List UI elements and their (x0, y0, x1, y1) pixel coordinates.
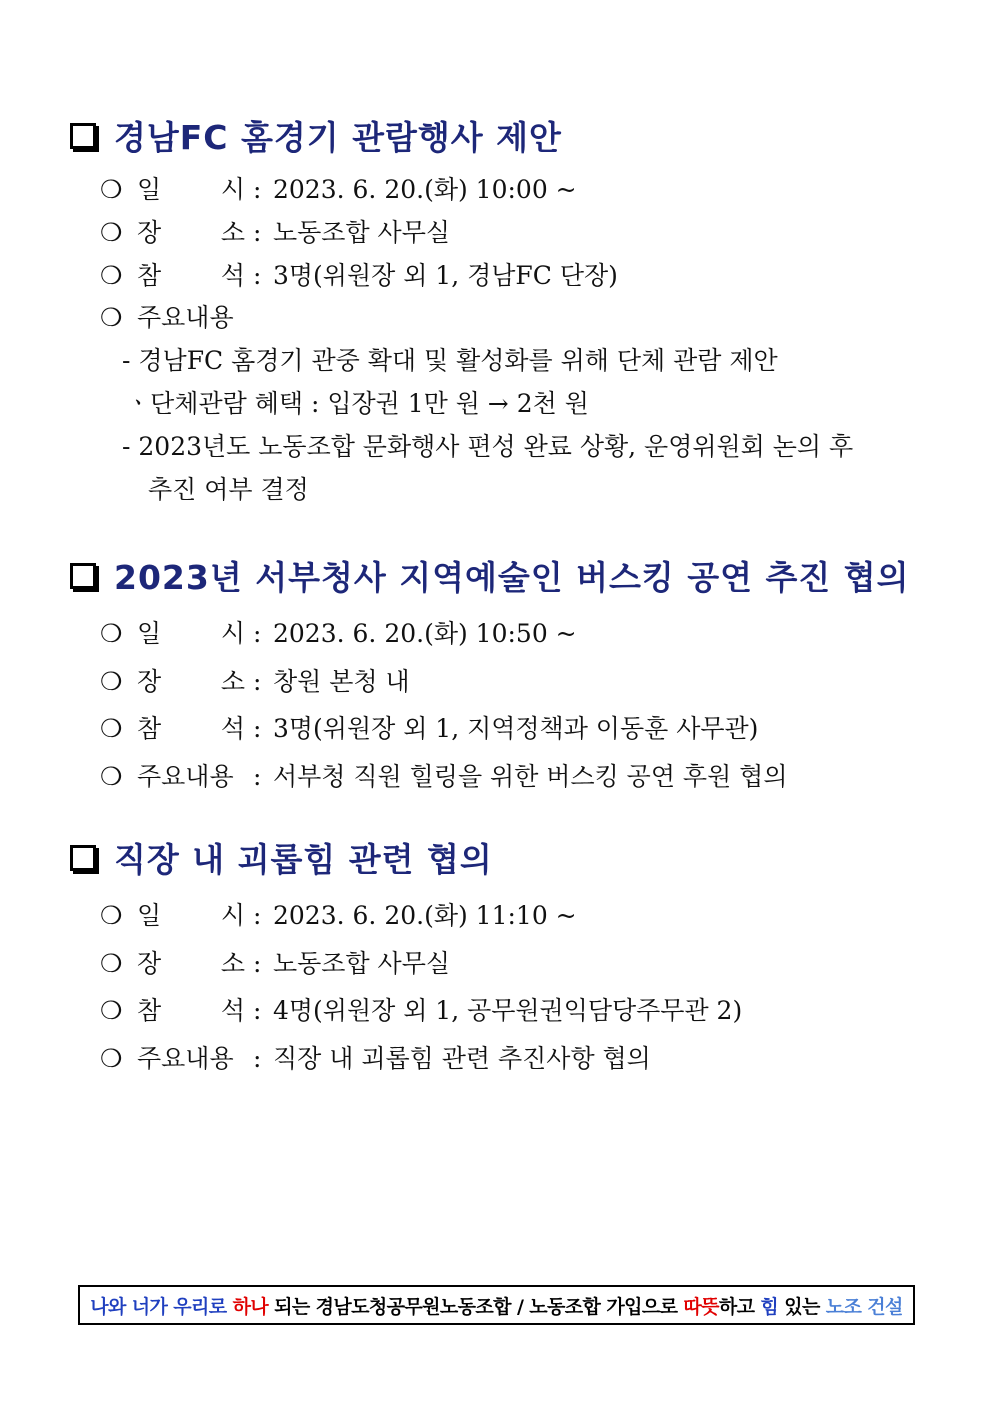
row-value: 서부청 직원 힐링을 위한 버스킹 공연 후원 협의 (273, 762, 788, 791)
info-row-date: ❍ 일 시 : 2023. 6. 20.(화) 10:50 ~ (100, 614, 577, 650)
checkbox-square-icon (70, 563, 96, 589)
circle-bullet-icon: ❍ (100, 949, 123, 978)
colon: : (252, 714, 262, 743)
section-title: 직장 내 괴롭힘 관련 협의 (114, 840, 493, 879)
colon: : (252, 175, 262, 204)
row-value: 2023. 6. 20.(화) 10:00 ~ (273, 175, 577, 204)
section-title: 2023년 서부청사 지역예술인 버스킹 공연 추진 협의 (114, 558, 910, 597)
colon: : (252, 619, 262, 648)
colon: : (252, 762, 262, 791)
slogan-segment: 하나 (232, 1295, 275, 1318)
info-row-attendees: ❍ 참 석 : 3명(위원장 외 1, 경남FC 단장) (100, 256, 618, 292)
section-title: 경남FC 홈경기 관람행사 제안 (114, 118, 562, 157)
row-value: 창원 본청 내 (273, 667, 410, 696)
slogan-segment: 힘 (760, 1295, 785, 1318)
circle-bullet-icon: ❍ (100, 762, 123, 791)
colon: : (252, 901, 262, 930)
info-row-main-content (100, 298, 234, 334)
circle-bullet-icon: ❍ (100, 1044, 123, 1073)
row-value: 3명(위원장 외 1, 지역정책과 이동훈 사무관) (273, 714, 759, 743)
circle-bullet-icon: ❍ (100, 261, 123, 290)
colon: : (252, 996, 262, 1025)
circle-bullet-icon: ❍ (100, 667, 123, 696)
slogan-segment: 노조 건설 (825, 1295, 903, 1318)
section-3-heading (70, 834, 493, 881)
circle-bullet-icon: ❍ (100, 619, 123, 648)
info-row-date: ❍ 일 시 : 2023. 6. 20.(화) 11:10 ~ (100, 896, 577, 932)
row-value: 4명(위원장 외 1, 공무원권익담당주무관 2) (273, 996, 743, 1025)
row-value: 노동조합 사무실 (273, 949, 450, 978)
info-row-main-content (100, 1039, 651, 1075)
row-label: 주요내용 (137, 303, 234, 332)
circle-bullet-icon: ❍ (100, 901, 123, 930)
row-value: 2023. 6. 20.(화) 11:10 ~ (273, 901, 577, 930)
circle-bullet-icon: ❍ (100, 996, 123, 1025)
circle-bullet-icon: ❍ (100, 175, 123, 204)
slogan-segment: 하고 (718, 1295, 761, 1318)
detail-subitem: ㆍ단체관람 혜택 : 입장권 1만 원 → 2천 원 (126, 389, 589, 418)
colon: : (252, 949, 262, 978)
slogan-segment: 나와 너가 우리로 (90, 1295, 233, 1318)
row-label: 주요내용 (137, 762, 234, 791)
circle-bullet-icon: ❍ (100, 714, 123, 743)
info-row-place: ❍ 장 소 : 창원 본청 내 (100, 662, 410, 698)
checkbox-square-icon (70, 845, 96, 871)
info-row-place: ❍ 장 소 : 노동조합 사무실 (100, 944, 450, 980)
detail-item: - 2023년도 노동조합 문화행사 편성 완료 상황, 운영위원회 논의 후 (122, 432, 854, 461)
detail-item-continued: 추진 여부 결정 (148, 475, 309, 504)
row-value: 2023. 6. 20.(화) 10:50 ~ (273, 619, 577, 648)
row-value: 3명(위원장 외 1, 경남FC 단장) (273, 261, 618, 290)
section-2-heading (70, 552, 909, 599)
footer-slogan (78, 1285, 915, 1325)
colon: : (252, 261, 262, 290)
detail-item: - 경남FC 홈경기 관중 확대 및 활성화를 위해 단체 관람 제안 (122, 346, 778, 375)
row-label: 주요내용 (137, 1044, 234, 1073)
row-value: 직장 내 괴롭힘 관련 추진사항 협의 (273, 1044, 651, 1073)
slogan-segment: 되는 경남도청공무원노동조합 / 노동조합 가입으로 (274, 1295, 684, 1318)
slogan-segment: 따뜻 (683, 1295, 719, 1318)
section-1-heading (70, 112, 562, 159)
colon: : (252, 218, 262, 247)
circle-bullet-icon: ❍ (100, 303, 123, 332)
info-row-place: ❍ 장 소 : 노동조합 사무실 (100, 213, 450, 249)
colon: : (252, 667, 262, 696)
colon: : (252, 1044, 262, 1073)
circle-bullet-icon: ❍ (100, 218, 123, 247)
info-row-main-content (100, 757, 787, 793)
info-row-attendees: ❍ 참 석 : 3명(위원장 외 1, 지역정책과 이동훈 사무관) (100, 709, 758, 745)
info-row-date: ❍ 일 시 : 2023. 6. 20.(화) 10:00 ~ (100, 170, 577, 206)
slogan-segment: 있는 (784, 1295, 826, 1318)
checkbox-square-icon (70, 123, 96, 149)
info-row-attendees: ❍ 참 석 : 4명(위원장 외 1, 공무원권익담당주무관 2) (100, 991, 742, 1027)
row-value: 노동조합 사무실 (273, 218, 450, 247)
